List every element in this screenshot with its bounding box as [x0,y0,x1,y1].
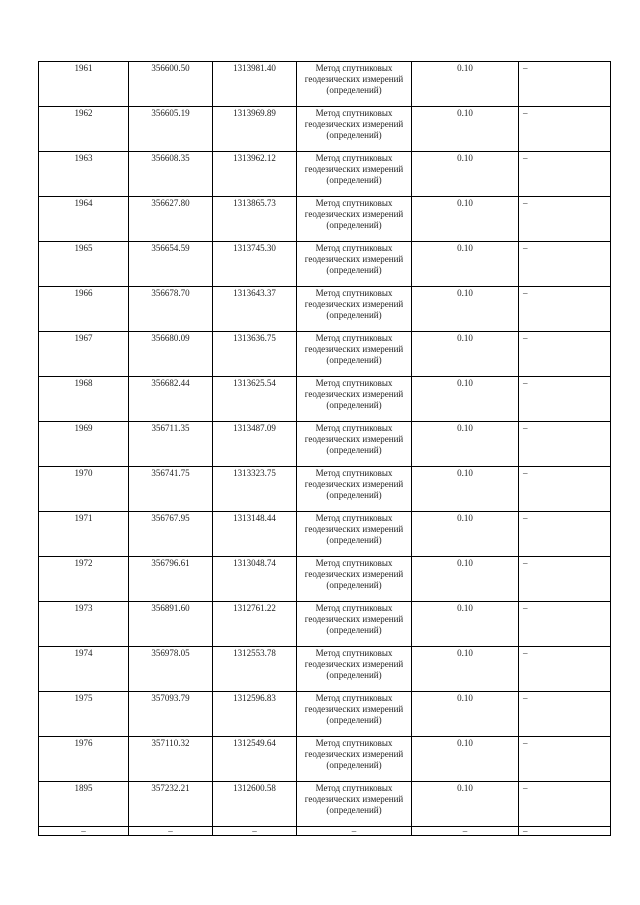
note-cell: – [519,692,611,737]
accuracy-cell: 0.10 [412,602,519,647]
accuracy-cell: 0.10 [412,737,519,782]
point-number-cell: 1976 [39,737,129,782]
empty-cell: – [213,827,297,836]
note-cell: – [519,107,611,152]
x-coordinate-cell: 356978.05 [129,647,213,692]
method-cell: Метод спутниковых геодезических измерений (определений) [297,512,412,557]
coordinates-table-body [39,62,611,836]
point-number-cell: 1972 [39,557,129,602]
note-cell: – [519,62,611,107]
accuracy-cell: 0.10 [412,152,519,197]
point-number-cell: 1969 [39,422,129,467]
note-cell: – [519,602,611,647]
table-row [39,647,611,692]
y-coordinate-cell: 1313323.75 [213,467,297,512]
y-coordinate-cell: 1312600.58 [213,782,297,827]
note-cell: – [519,647,611,692]
method-cell: Метод спутниковых геодезических измерений (определений) [297,242,412,287]
table-row [39,782,611,827]
note-cell: – [519,467,611,512]
accuracy-cell: 0.10 [412,377,519,422]
point-number-cell: 1966 [39,287,129,332]
y-coordinate-cell: 1313969.89 [213,107,297,152]
method-cell: Метод спутниковых геодезических измерений (определений) [297,692,412,737]
accuracy-cell: 0.10 [412,467,519,512]
x-coordinate-cell: 357110.32 [129,737,213,782]
method-cell: Метод спутниковых геодезических измерений (определений) [297,782,412,827]
table-row [39,107,611,152]
y-coordinate-cell: 1313643.37 [213,287,297,332]
y-coordinate-cell: 1313981.40 [213,62,297,107]
y-coordinate-cell: 1312549.64 [213,737,297,782]
note-cell: – [519,557,611,602]
point-number-cell: 1895 [39,782,129,827]
accuracy-cell: 0.10 [412,107,519,152]
y-coordinate-cell: 1313865.73 [213,197,297,242]
point-number-cell: 1965 [39,242,129,287]
point-number-cell: 1975 [39,692,129,737]
x-coordinate-cell: 357232.21 [129,782,213,827]
point-number-cell: 1962 [39,107,129,152]
method-cell: Метод спутниковых геодезических измерений (определений) [297,377,412,422]
y-coordinate-cell: 1313487.09 [213,422,297,467]
x-coordinate-cell: 356711.35 [129,422,213,467]
x-coordinate-cell: 356608.35 [129,152,213,197]
y-coordinate-cell: 1312553.78 [213,647,297,692]
x-coordinate-cell: 356891.60 [129,602,213,647]
method-cell: Метод спутниковых геодезических измерений (определений) [297,737,412,782]
accuracy-cell: 0.10 [412,242,519,287]
method-cell: Метод спутниковых геодезических измерений (определений) [297,467,412,512]
accuracy-cell: 0.10 [412,512,519,557]
note-cell: – [519,197,611,242]
table-row [39,422,611,467]
x-coordinate-cell: 356678.70 [129,287,213,332]
table-row [39,377,611,422]
note-cell: – [519,512,611,557]
empty-cell: – [39,827,129,836]
y-coordinate-cell: 1312596.83 [213,692,297,737]
table-row [39,332,611,377]
x-coordinate-cell: 356682.44 [129,377,213,422]
point-number-cell: 1973 [39,602,129,647]
note-cell: – [519,737,611,782]
coordinates-table [38,61,611,836]
table-row-empty [39,827,611,836]
empty-cell: – [519,827,611,836]
accuracy-cell: 0.10 [412,287,519,332]
y-coordinate-cell: 1313962.12 [213,152,297,197]
y-coordinate-cell: 1313625.54 [213,377,297,422]
y-coordinate-cell: 1312761.22 [213,602,297,647]
accuracy-cell: 0.10 [412,557,519,602]
note-cell: – [519,332,611,377]
table-row [39,467,611,512]
x-coordinate-cell: 356605.19 [129,107,213,152]
accuracy-cell: 0.10 [412,62,519,107]
method-cell: Метод спутниковых геодезических измерений (определений) [297,557,412,602]
point-number-cell: 1963 [39,152,129,197]
note-cell: – [519,377,611,422]
x-coordinate-cell: 356600.50 [129,62,213,107]
note-cell: – [519,287,611,332]
table-row [39,737,611,782]
table-row [39,62,611,107]
x-coordinate-cell: 356796.61 [129,557,213,602]
empty-cell: – [297,827,412,836]
method-cell: Метод спутниковых геодезических измерений (определений) [297,62,412,107]
table-row [39,602,611,647]
method-cell: Метод спутниковых геодезических измерений (определений) [297,647,412,692]
accuracy-cell: 0.10 [412,647,519,692]
method-cell: Метод спутниковых геодезических измерений (определений) [297,152,412,197]
accuracy-cell: 0.10 [412,692,519,737]
table-row [39,197,611,242]
x-coordinate-cell: 356627.80 [129,197,213,242]
y-coordinate-cell: 1313636.75 [213,332,297,377]
empty-cell: – [129,827,213,836]
x-coordinate-cell: 356654.59 [129,242,213,287]
x-coordinate-cell: 356680.09 [129,332,213,377]
x-coordinate-cell: 357093.79 [129,692,213,737]
y-coordinate-cell: 1313745.30 [213,242,297,287]
table-row [39,692,611,737]
method-cell: Метод спутниковых геодезических измерений (определений) [297,287,412,332]
method-cell: Метод спутниковых геодезических измерений (определений) [297,107,412,152]
point-number-cell: 1974 [39,647,129,692]
table-row [39,287,611,332]
accuracy-cell: 0.10 [412,332,519,377]
note-cell: – [519,422,611,467]
note-cell: – [519,242,611,287]
method-cell: Метод спутниковых геодезических измерений (определений) [297,602,412,647]
x-coordinate-cell: 356767.95 [129,512,213,557]
point-number-cell: 1968 [39,377,129,422]
x-coordinate-cell: 356741.75 [129,467,213,512]
accuracy-cell: 0.10 [412,782,519,827]
point-number-cell: 1967 [39,332,129,377]
accuracy-cell: 0.10 [412,422,519,467]
method-cell: Метод спутниковых геодезических измерений (определений) [297,422,412,467]
y-coordinate-cell: 1313048.74 [213,557,297,602]
point-number-cell: 1971 [39,512,129,557]
accuracy-cell: 0.10 [412,197,519,242]
table-row [39,152,611,197]
point-number-cell: 1961 [39,62,129,107]
empty-cell: – [412,827,519,836]
note-cell: – [519,782,611,827]
note-cell: – [519,152,611,197]
table-row [39,512,611,557]
point-number-cell: 1970 [39,467,129,512]
y-coordinate-cell: 1313148.44 [213,512,297,557]
table-row [39,557,611,602]
method-cell: Метод спутниковых геодезических измерений (определений) [297,197,412,242]
point-number-cell: 1964 [39,197,129,242]
table-row [39,242,611,287]
method-cell: Метод спутниковых геодезических измерений (определений) [297,332,412,377]
